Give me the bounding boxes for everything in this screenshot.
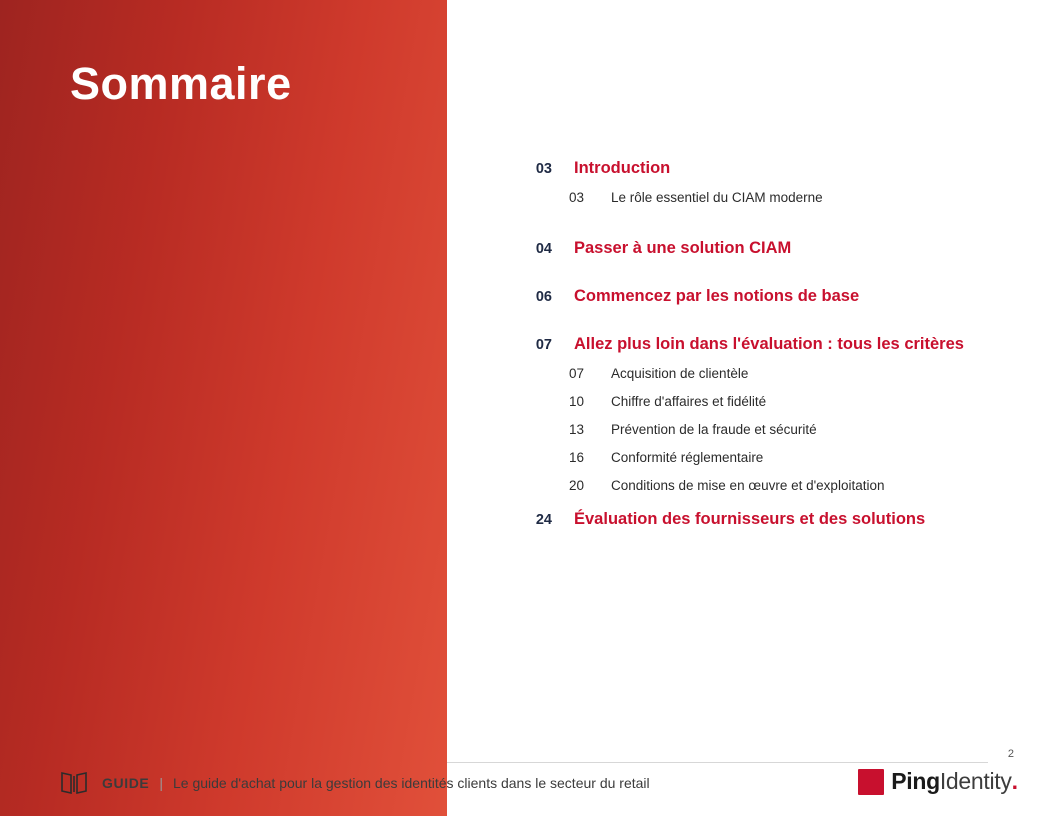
page-title: Sommaire: [70, 58, 292, 109]
ping-logo-mark-icon: [858, 769, 884, 795]
spacer: [524, 495, 984, 509]
logo-dot: .: [1011, 768, 1018, 794]
toc-subentry-label: Chiffre d'affaires et fidélité: [611, 393, 767, 409]
toc-entry-page: 06: [535, 288, 552, 305]
toc-sublist: [524, 365, 984, 495]
toc-group: [524, 238, 984, 260]
toc-subentry-label: Conditions de mise en œuvre et d'exploitation: [611, 477, 885, 493]
toc-entry-page: 03: [535, 161, 552, 177]
toc-subentry[interactable]: [524, 393, 984, 412]
spacer: [524, 208, 984, 238]
toc-subentry[interactable]: [524, 449, 984, 468]
toc-subentry[interactable]: [524, 189, 984, 208]
toc-entry-page: 04: [535, 240, 552, 257]
footer: [60, 766, 650, 800]
toc-subentry-page: 07: [568, 365, 584, 381]
toc-entry-page: 07: [535, 336, 552, 353]
toc-entry[interactable]: [524, 286, 984, 308]
toc-entry[interactable]: [524, 509, 984, 531]
toc-subentry-page: 16: [568, 449, 584, 465]
toc-subentry-label: Le rôle essentiel du CIAM moderne: [611, 190, 823, 206]
footer-description: Le guide d'achat pour la gestion des identités clients dans le secteur du retail: [172, 775, 650, 791]
toc-entry[interactable]: [524, 238, 984, 260]
toc-entry-label: Passer à une solution CIAM: [574, 238, 792, 257]
toc-group: [524, 286, 984, 308]
toc-entry-label: Commencez par les notions de base: [574, 286, 860, 305]
logo-identity-text: Identity: [939, 768, 1012, 794]
toc-subentry-label: Prévention de la fraude et sécurité: [611, 421, 817, 437]
page-number: 2: [1007, 748, 1014, 760]
logo-ping-text: Ping: [891, 768, 940, 794]
toc-entry-page: 24: [535, 512, 552, 529]
toc-group: [524, 509, 984, 531]
toc-entry-label: Évaluation des fournisseurs et des solutions: [574, 510, 926, 529]
footer-separator: |: [159, 775, 163, 791]
toc-subentry-label: Conformité réglementaire: [611, 449, 764, 465]
toc-group: [524, 334, 984, 495]
footer-divider: [447, 762, 988, 763]
toc-subentry-page: 20: [568, 477, 584, 493]
toc-entry[interactable]: [524, 334, 984, 356]
toc-subentry-page: 10: [568, 393, 584, 409]
toc-subentry[interactable]: [524, 477, 984, 496]
table-of-contents: [524, 158, 984, 535]
title-panel: [0, 0, 447, 816]
toc-sublist: [524, 189, 984, 208]
ping-identity-logo: [858, 768, 1018, 795]
toc-entry-label: Allez plus loin dans l'évaluation : tous les critères: [574, 334, 964, 353]
toc-subentry-page: 03: [568, 190, 584, 206]
toc-group: [524, 158, 984, 208]
book-icon: [60, 770, 88, 796]
toc-subentry[interactable]: [524, 365, 984, 384]
toc-subentry[interactable]: [524, 421, 984, 440]
spacer: [524, 312, 984, 334]
toc-entry[interactable]: [524, 158, 984, 180]
footer-guide-label: GUIDE: [102, 775, 150, 791]
toc-subentry-page: 13: [568, 421, 584, 437]
toc-entry-label: Introduction: [574, 159, 671, 177]
toc-subentry-label: Acquisition de clientèle: [611, 365, 749, 381]
spacer: [524, 264, 984, 286]
